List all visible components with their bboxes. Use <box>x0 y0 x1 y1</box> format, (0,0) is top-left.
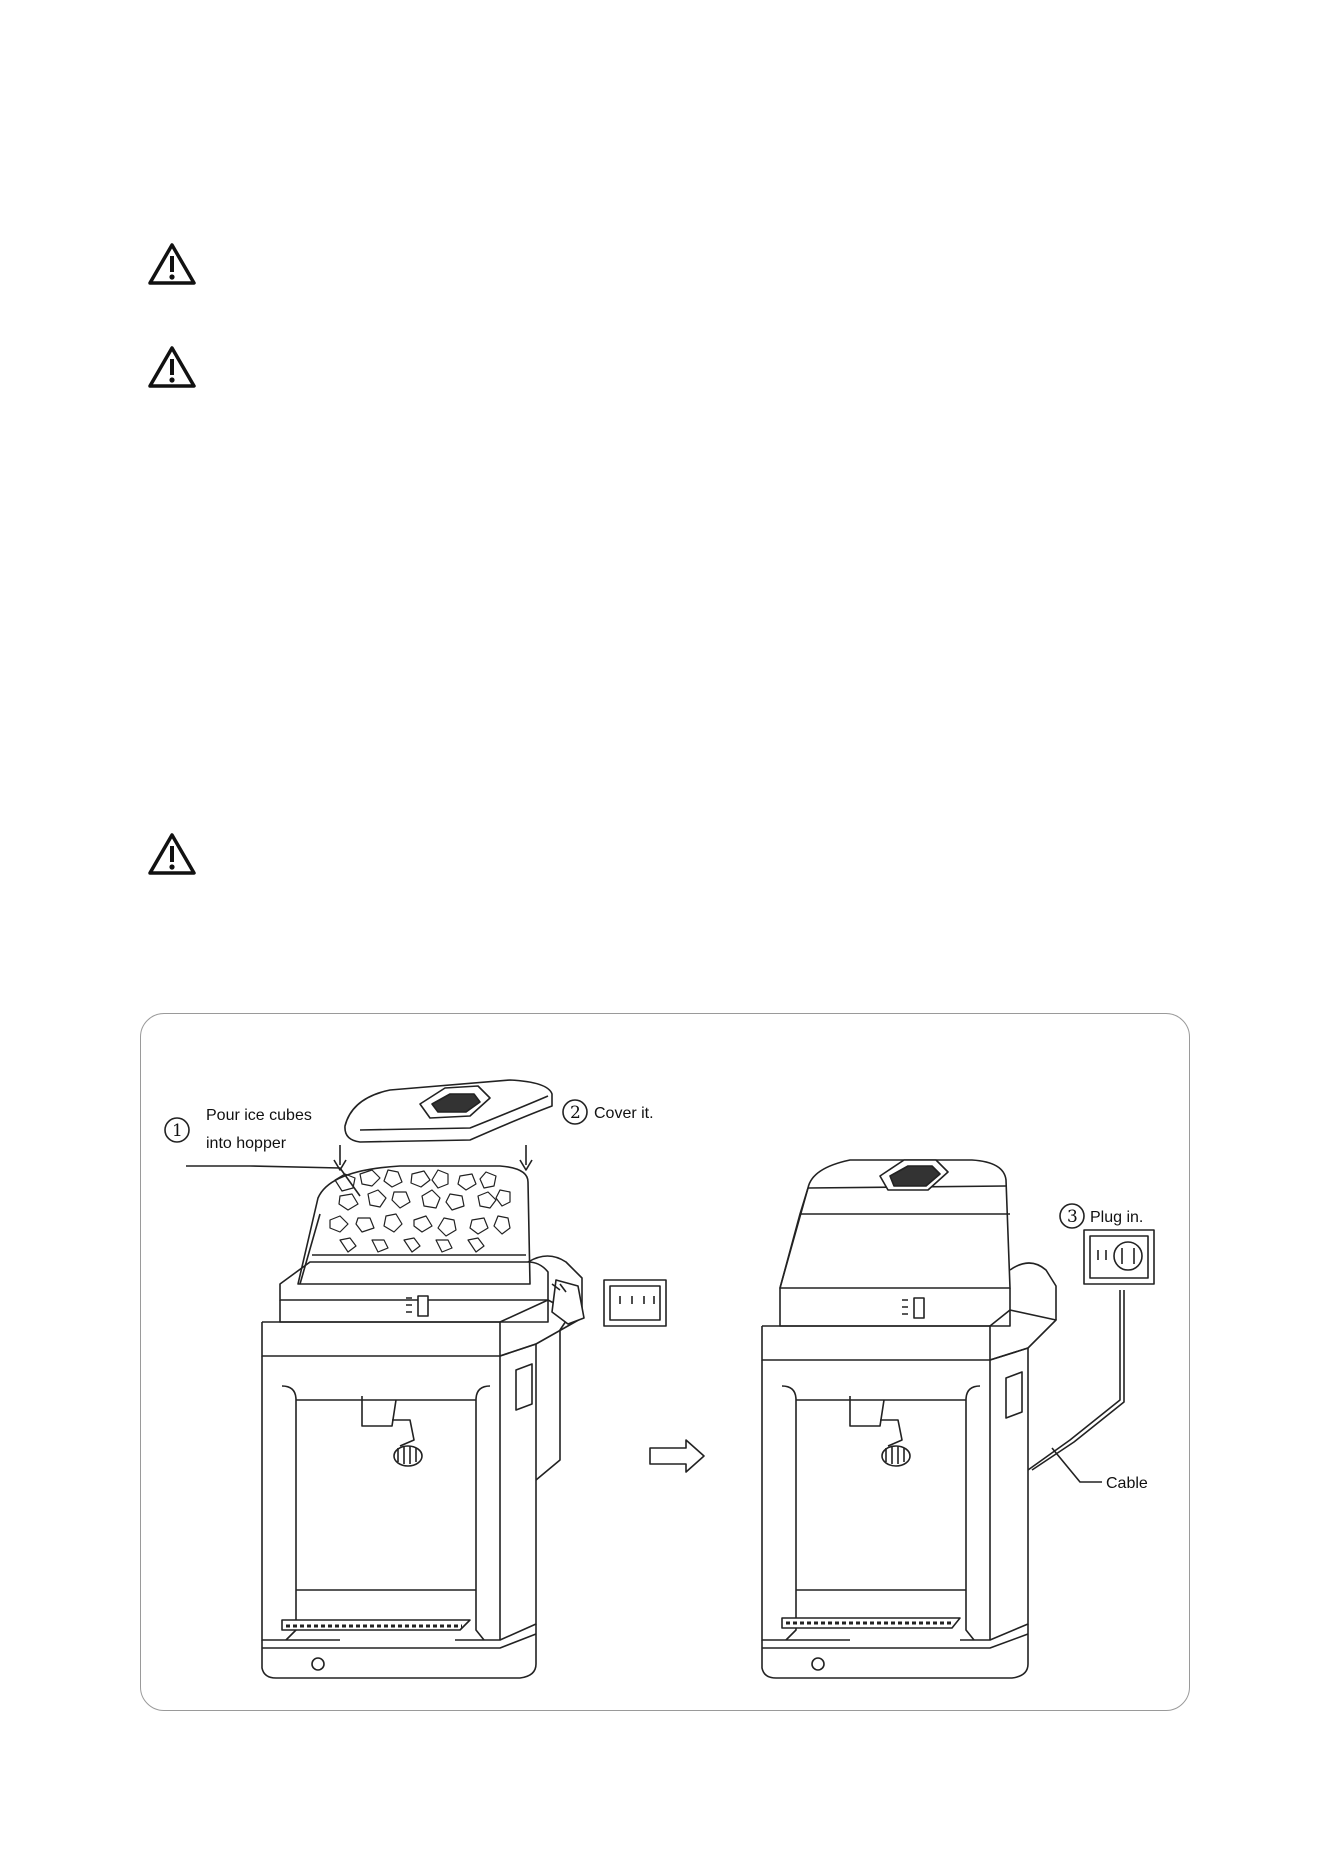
warning-triangle-icon <box>147 242 197 286</box>
step1-label-line1: Pour ice cubes <box>206 1107 312 1124</box>
cable-label: Cable <box>1106 1475 1148 1492</box>
step1-number: 1 <box>172 1121 183 1141</box>
step2-label: Cover it. <box>594 1105 654 1122</box>
step3-number: 3 <box>1067 1207 1078 1227</box>
warning-triangle-icon <box>147 345 197 389</box>
step1-label-line2: into hopper <box>206 1135 287 1152</box>
step3-label: Plug in. <box>1090 1209 1144 1226</box>
figure-panel <box>140 1013 1190 1711</box>
warning-triangle-icon <box>147 832 197 876</box>
scan-artifact <box>0 1862 420 1870</box>
step2-number: 2 <box>570 1103 581 1123</box>
